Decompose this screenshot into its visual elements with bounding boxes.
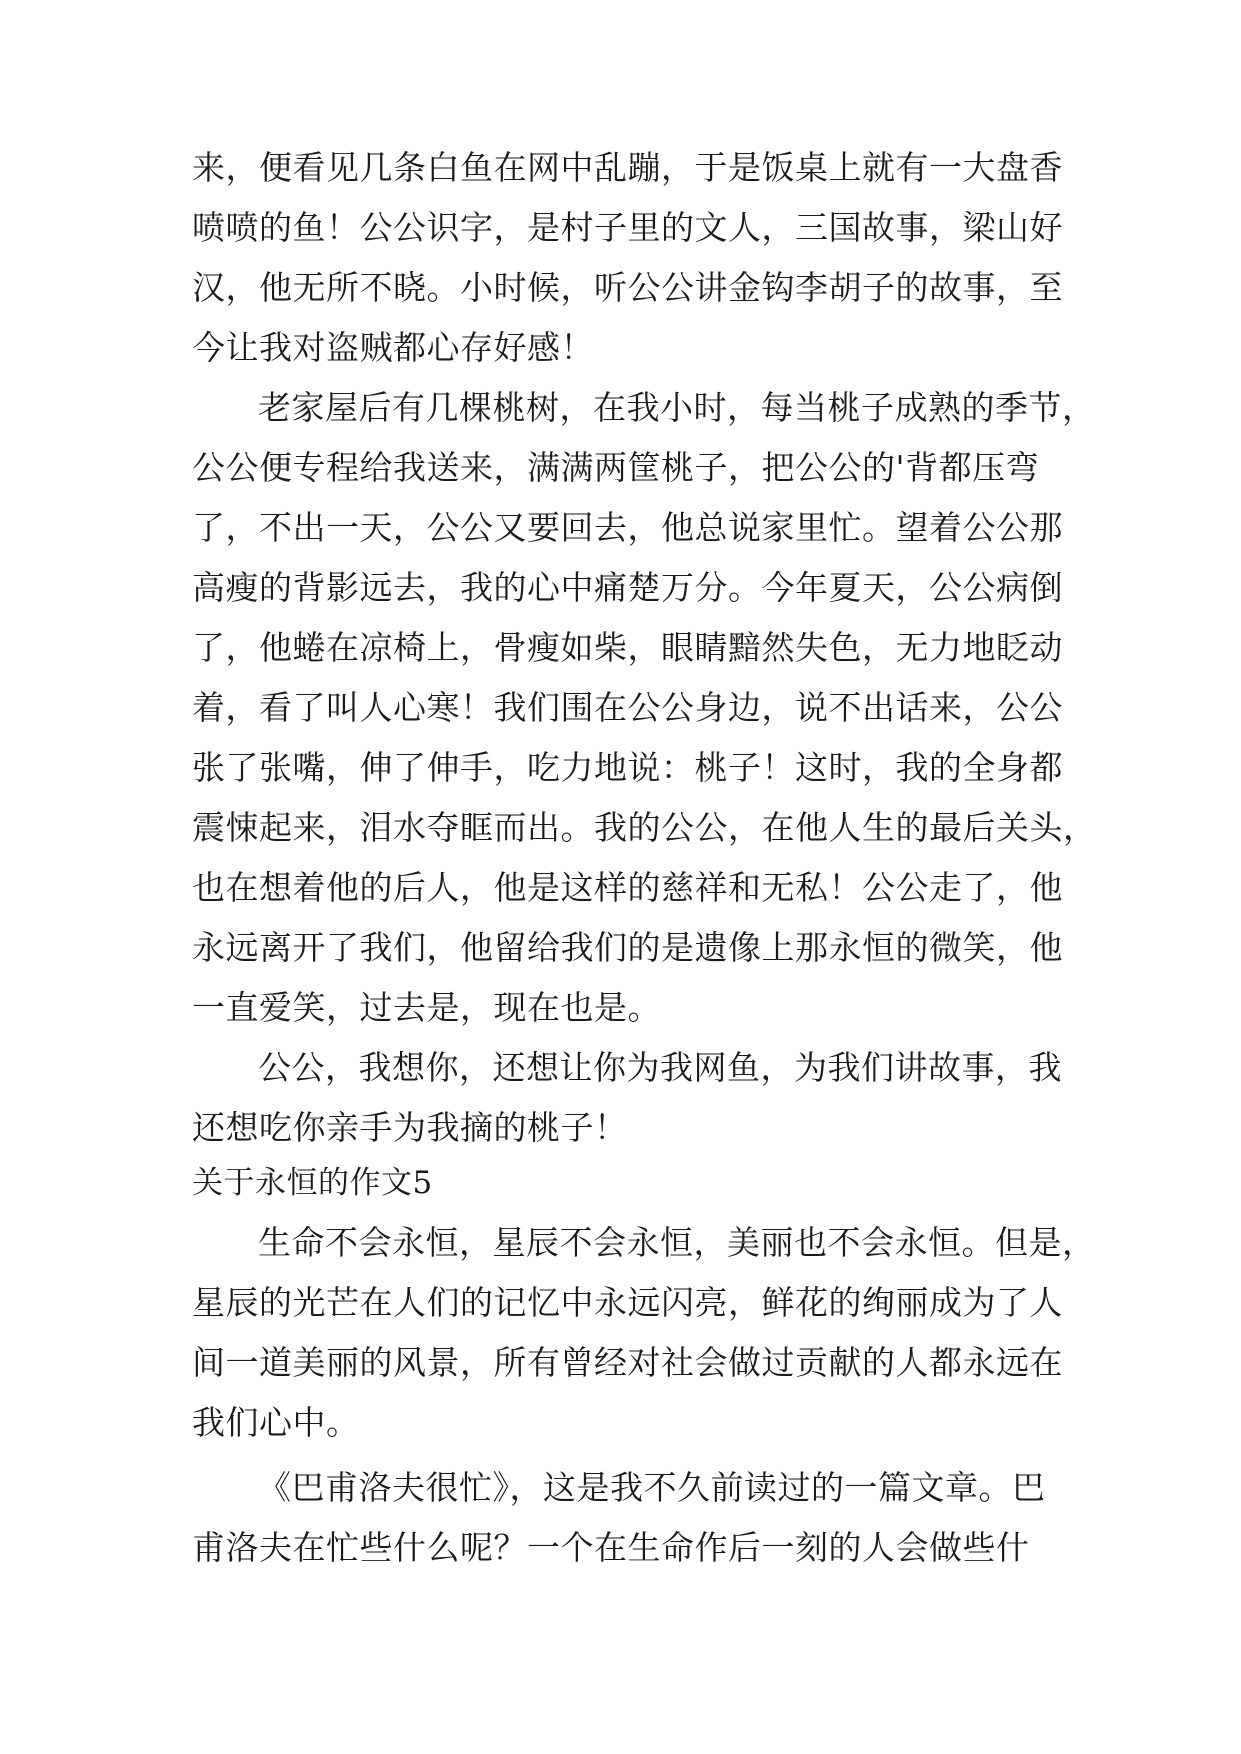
text-line: 我们心中。 (192, 1403, 360, 1442)
text-line: 今让我对盗贼都心存好感！ (192, 328, 594, 367)
text-line: 着，看了叫人心寒！我们围在公公身边，说不出话来，公公 (192, 688, 1063, 727)
text-line: 高瘦的背影远去，我的心中痛楚万分。今年夏天，公公病倒 (192, 568, 1063, 607)
text-line: 震悚起来，泪水夺眶而出。我的公公，在他人生的最后关头， (192, 808, 1097, 847)
text-line: 来，便看见几条白鱼在网中乱蹦，于是饭桌上就有一大盘香 (192, 148, 1063, 187)
text-line: 《巴甫洛夫很忙》，这是我不久前读过的一篇文章。巴 (258, 1468, 1046, 1507)
text-line: 间一道美丽的风景，所有曾经对社会做过贡献的人都永远在 (192, 1343, 1063, 1382)
text-line: 甫洛夫在忙些什么呢？一个在生命作后一刻的人会做些什 (192, 1528, 1030, 1567)
text-line: 生命不会永恒，星辰不会永恒，美丽也不会永恒。但是， (258, 1223, 1096, 1262)
text-line: 喷喷的鱼！公公识字，是村子里的文人，三国故事，梁山好 (192, 208, 1063, 247)
text-line: 一直爱笑，过去是，现在也是。 (192, 988, 661, 1027)
text-line: 星辰的光芒在人们的记忆中永远闪亮，鲜花的绚丽成为了人 (192, 1283, 1063, 1322)
text-line: 了，不出一天，公公又要回去，他总说家里忙。望着公公那 (192, 508, 1063, 547)
section-heading: 关于永恒的作文5 (192, 1165, 433, 1201)
text-line: 了，他蜷在凉椅上，骨瘦如柴，眼睛黯然失色，无力地眨动 (192, 628, 1063, 667)
text-line: 还想吃你亲手为我摘的桃子！ (192, 1108, 628, 1147)
text-line: 张了张嘴，伸了伸手，吃力地说：桃子！这时，我的全身都 (192, 748, 1063, 787)
text-line: 公公便专程给我送来，满满两筐桃子，把公公的'背都压弯 (192, 448, 1040, 487)
text-line: 公公，我想你，还想让你为我网鱼，为我们讲故事，我 (258, 1048, 1062, 1087)
text-line: 也在想着他的后人，他是这样的慈祥和无私！公公走了，他 (192, 868, 1063, 907)
text-line: 老家屋后有几棵桃树，在我小时，每当桃子成熟的季节， (258, 388, 1096, 427)
text-line: 永远离开了我们，他留给我们的是遗像上那永恒的微笑，他 (192, 928, 1063, 967)
text-line: 汉，他无所不晓。小时候，听公公讲金钩李胡子的故事，至 (192, 268, 1063, 307)
